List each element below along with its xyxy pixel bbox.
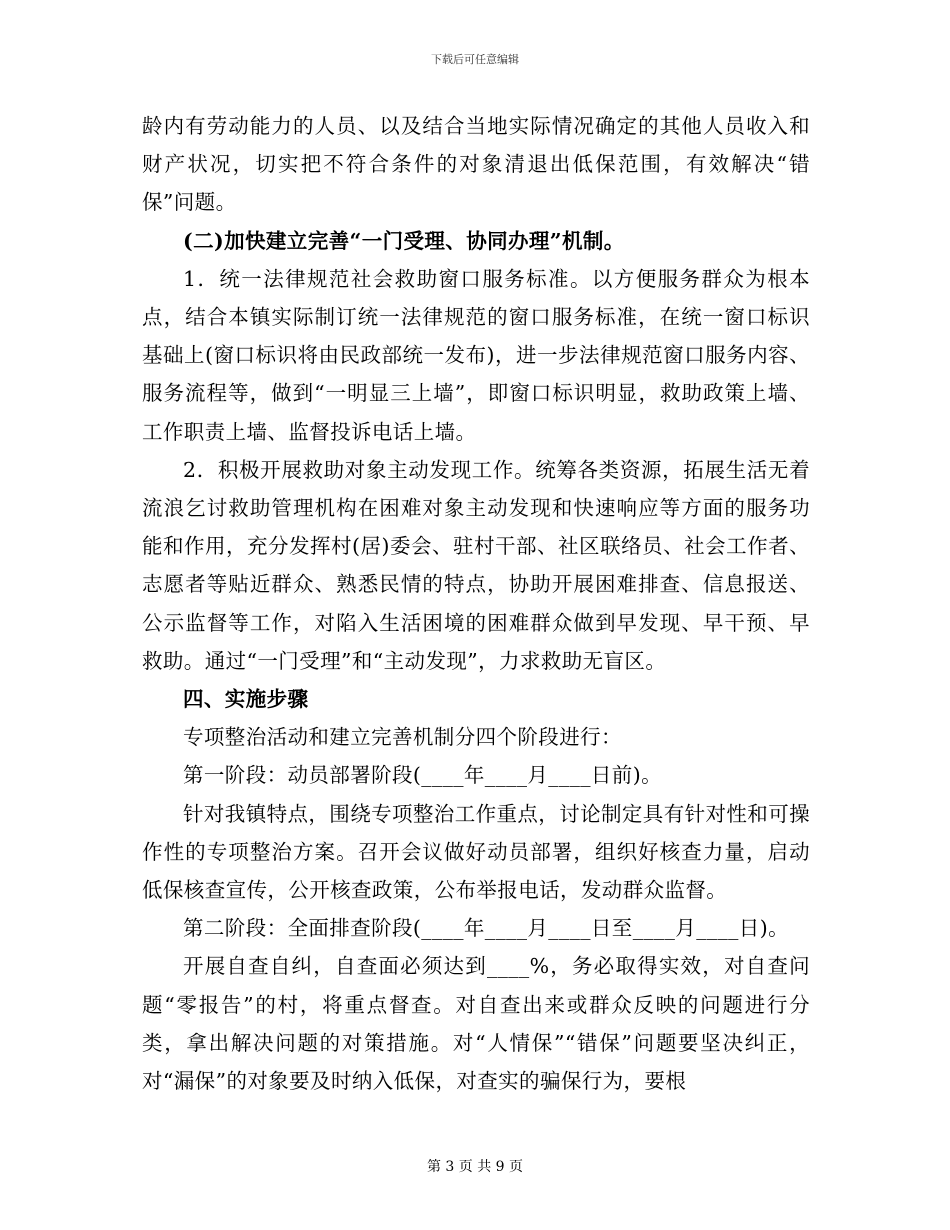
paragraph-stage-2-title: 第二阶段：全面排查阶段(____年____月____日至____月____日)。	[183, 916, 789, 941]
paragraph-continuation: 龄内有劳动能力的人员、以及结合当地实际情况确定的其他人员收入和财产状况，切实把不符合条件的对象清退出低保范围，有效解决“错保”问题。	[142, 114, 810, 215]
section-heading-implementation: 四、实施步骤	[183, 687, 309, 712]
page-footer: 第 3 页 共 9 页	[426, 1159, 524, 1175]
section-heading-mechanism: (二)加快建立完善“一门受理、协同办理”机制。	[183, 228, 625, 253]
document-body	[142, 107, 810, 1100]
paragraph-item-2: 2．积极开展救助对象主动发现工作。统筹各类资源，拓展生活无着流浪乞讨救助管理机构在困难对象主动发现和快速响应等方面的服务功能和作用，充分发挥村(居)委会、驻村干部、社区联络员、社会工作者、志愿者等贴近群众、熟悉民情的特点，协助开展困难排查、信息报送、公示监督等工作，对陷入生活困境的困难群众做到早发现、早干预、早救助。通过“一门受理”和“主动发现”，力求救助无盲区。	[142, 457, 810, 673]
page-header: 下载后可任意编辑	[431, 53, 519, 66]
paragraph-stage-1-body: 针对我镇特点，围绕专项整治工作重点，讨论制定具有针对性和可操作性的专项整治方案。召开会议做好动员部署，组织好核查力量，启动低保核查宣传，公开核查政策，公布举报电话，发动群众监督。	[142, 801, 810, 903]
paragraph-stage-1-title: 第一阶段：动员部署阶段(____年____月____日前)。	[183, 763, 662, 788]
paragraph-stages-intro: 专项整治活动和建立完善机制分四个阶段进行：	[183, 725, 622, 750]
paragraph-stage-2-body: 开展自查自纠，自查面必须达到____%，务必取得实效，对自查问题“零报告”的村，将重点督查。对自查出来或群众反映的问题进行分类，拿出解决问题的对策措施。对“人情保”“错保”问题要坚决纠正，对“漏保”的对象要及时纳入低保，对查实的骗保行为，要根	[142, 954, 810, 1094]
paragraph-item-1: 1．统一法律规范社会救助窗口服务标准。以方便服务群众为根本点，结合本镇实际制订统一法律规范的窗口服务标准，在统一窗口标识基础上(窗口标识将由民政部统一发布)，进一步法律规范窗口服务内容、服务流程等，做到“一明显三上墙”，即窗口标识明显，救助政策上墙、工作职责上墙、监督投诉电话上墙。	[142, 266, 810, 444]
